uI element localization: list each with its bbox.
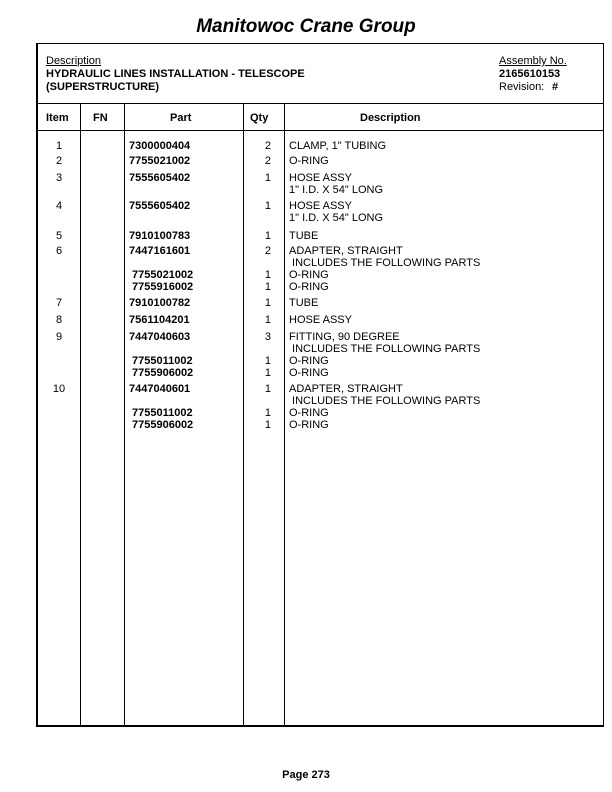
- row-description-detail: 1" I.D. X 54" LONG: [289, 212, 384, 224]
- row-quantity: 1: [264, 407, 271, 419]
- row-part-number: 7555605402: [129, 172, 191, 184]
- row-part-number: 7561104201: [129, 314, 190, 326]
- revision-label: Revision:: [499, 81, 545, 93]
- assembly-number-label: Assembly No.: [499, 55, 567, 67]
- row-description: O-RING: [289, 269, 329, 281]
- row-quantity: 2: [264, 155, 271, 167]
- row-part-number: 7755906002: [132, 367, 194, 379]
- row-part-number: 7447040603: [129, 331, 191, 343]
- column-divider-fn: [124, 103, 125, 726]
- column-header-qty: Qty: [250, 112, 269, 124]
- row-description: TUBE: [289, 230, 319, 242]
- row-part-number: 7447161601: [129, 245, 191, 257]
- row-description-detail: 1" I.D. X 54" LONG: [289, 184, 384, 196]
- row-part-number: 7555605402: [129, 200, 191, 212]
- row-description: CLAMP, 1" TUBING: [289, 140, 387, 152]
- row-quantity: 1: [264, 281, 271, 293]
- column-divider-item: [80, 103, 81, 726]
- row-quantity: 1: [264, 314, 271, 326]
- column-header-description: Description: [360, 112, 421, 124]
- column-header-divider: [38, 130, 604, 131]
- row-description-detail: INCLUDES THE FOLLOWING PARTS: [289, 257, 481, 269]
- assembly-title-line1: HYDRAULIC LINES INSTALLATION - TELESCOPE: [46, 68, 305, 80]
- row-item-number: 3: [55, 172, 63, 184]
- row-part-number: 7447040601: [129, 383, 191, 395]
- row-item-number: 2: [55, 155, 63, 167]
- row-item-number: 8: [55, 314, 63, 326]
- row-description: O-RING: [289, 281, 329, 293]
- row-part-number: 7755916002: [132, 281, 194, 293]
- row-part-number: 7755011002: [132, 355, 193, 367]
- header-divider: [38, 103, 604, 104]
- row-quantity: 1: [264, 200, 271, 212]
- row-description: O-RING: [289, 355, 329, 367]
- row-quantity: 1: [264, 269, 271, 281]
- assembly-title-line2: (SUPERSTRUCTURE): [46, 81, 160, 93]
- row-item-number: 9: [55, 331, 63, 343]
- row-quantity: 1: [264, 297, 271, 309]
- row-description-detail: INCLUDES THE FOLLOWING PARTS: [289, 395, 481, 407]
- row-item-number: 4: [55, 200, 63, 212]
- row-quantity: 3: [264, 331, 271, 343]
- row-part-number: 7755906002: [132, 419, 194, 431]
- assembly-number: 2165610153: [499, 68, 561, 80]
- row-quantity: 2: [264, 245, 271, 257]
- column-header-item: Item: [46, 112, 69, 124]
- row-description-detail: INCLUDES THE FOLLOWING PARTS: [289, 343, 481, 355]
- row-quantity: 1: [264, 172, 271, 184]
- row-description: ADAPTER, STRAIGHT: [289, 245, 403, 257]
- column-header-part: Part: [170, 112, 192, 124]
- company-name: Manitowoc Crane Group: [196, 16, 416, 37]
- row-part-number: 7755011002: [132, 407, 193, 419]
- row-description: O-RING: [289, 155, 329, 167]
- column-divider-qty: [284, 103, 285, 726]
- row-description: O-RING: [289, 419, 329, 431]
- column-header-fn: FN: [93, 112, 108, 124]
- row-quantity: 1: [264, 419, 271, 431]
- row-item-number: 10: [52, 383, 66, 395]
- row-item-number: 6: [55, 245, 63, 257]
- row-description: HOSE ASSY: [289, 172, 352, 184]
- row-quantity: 1: [264, 355, 271, 367]
- row-description: TUBE: [289, 297, 319, 309]
- page-number: Page 273: [282, 769, 330, 781]
- row-description: ADAPTER, STRAIGHT: [289, 383, 403, 395]
- row-quantity: 2: [264, 140, 271, 152]
- row-part-number: 7910100783: [129, 230, 191, 242]
- row-item-number: 7: [55, 297, 63, 309]
- row-description: FITTING, 90 DEGREE: [289, 331, 400, 343]
- row-item-number: 1: [55, 140, 63, 152]
- row-description: O-RING: [289, 407, 329, 419]
- row-part-number: 7755021002: [132, 269, 194, 281]
- row-part-number: 7755021002: [129, 155, 191, 167]
- row-quantity: 1: [264, 383, 271, 395]
- row-part-number: 7910100782: [129, 297, 191, 309]
- row-quantity: 1: [264, 367, 271, 379]
- parts-list-frame: [36, 43, 604, 727]
- row-description: HOSE ASSY: [289, 200, 352, 212]
- row-description: HOSE ASSY: [289, 314, 352, 326]
- revision-value: #: [552, 81, 559, 93]
- row-quantity: 1: [264, 230, 271, 242]
- description-label: Description: [46, 55, 102, 67]
- row-description: O-RING: [289, 367, 329, 379]
- row-part-number: 7300000404: [129, 140, 191, 152]
- row-item-number: 5: [55, 230, 63, 242]
